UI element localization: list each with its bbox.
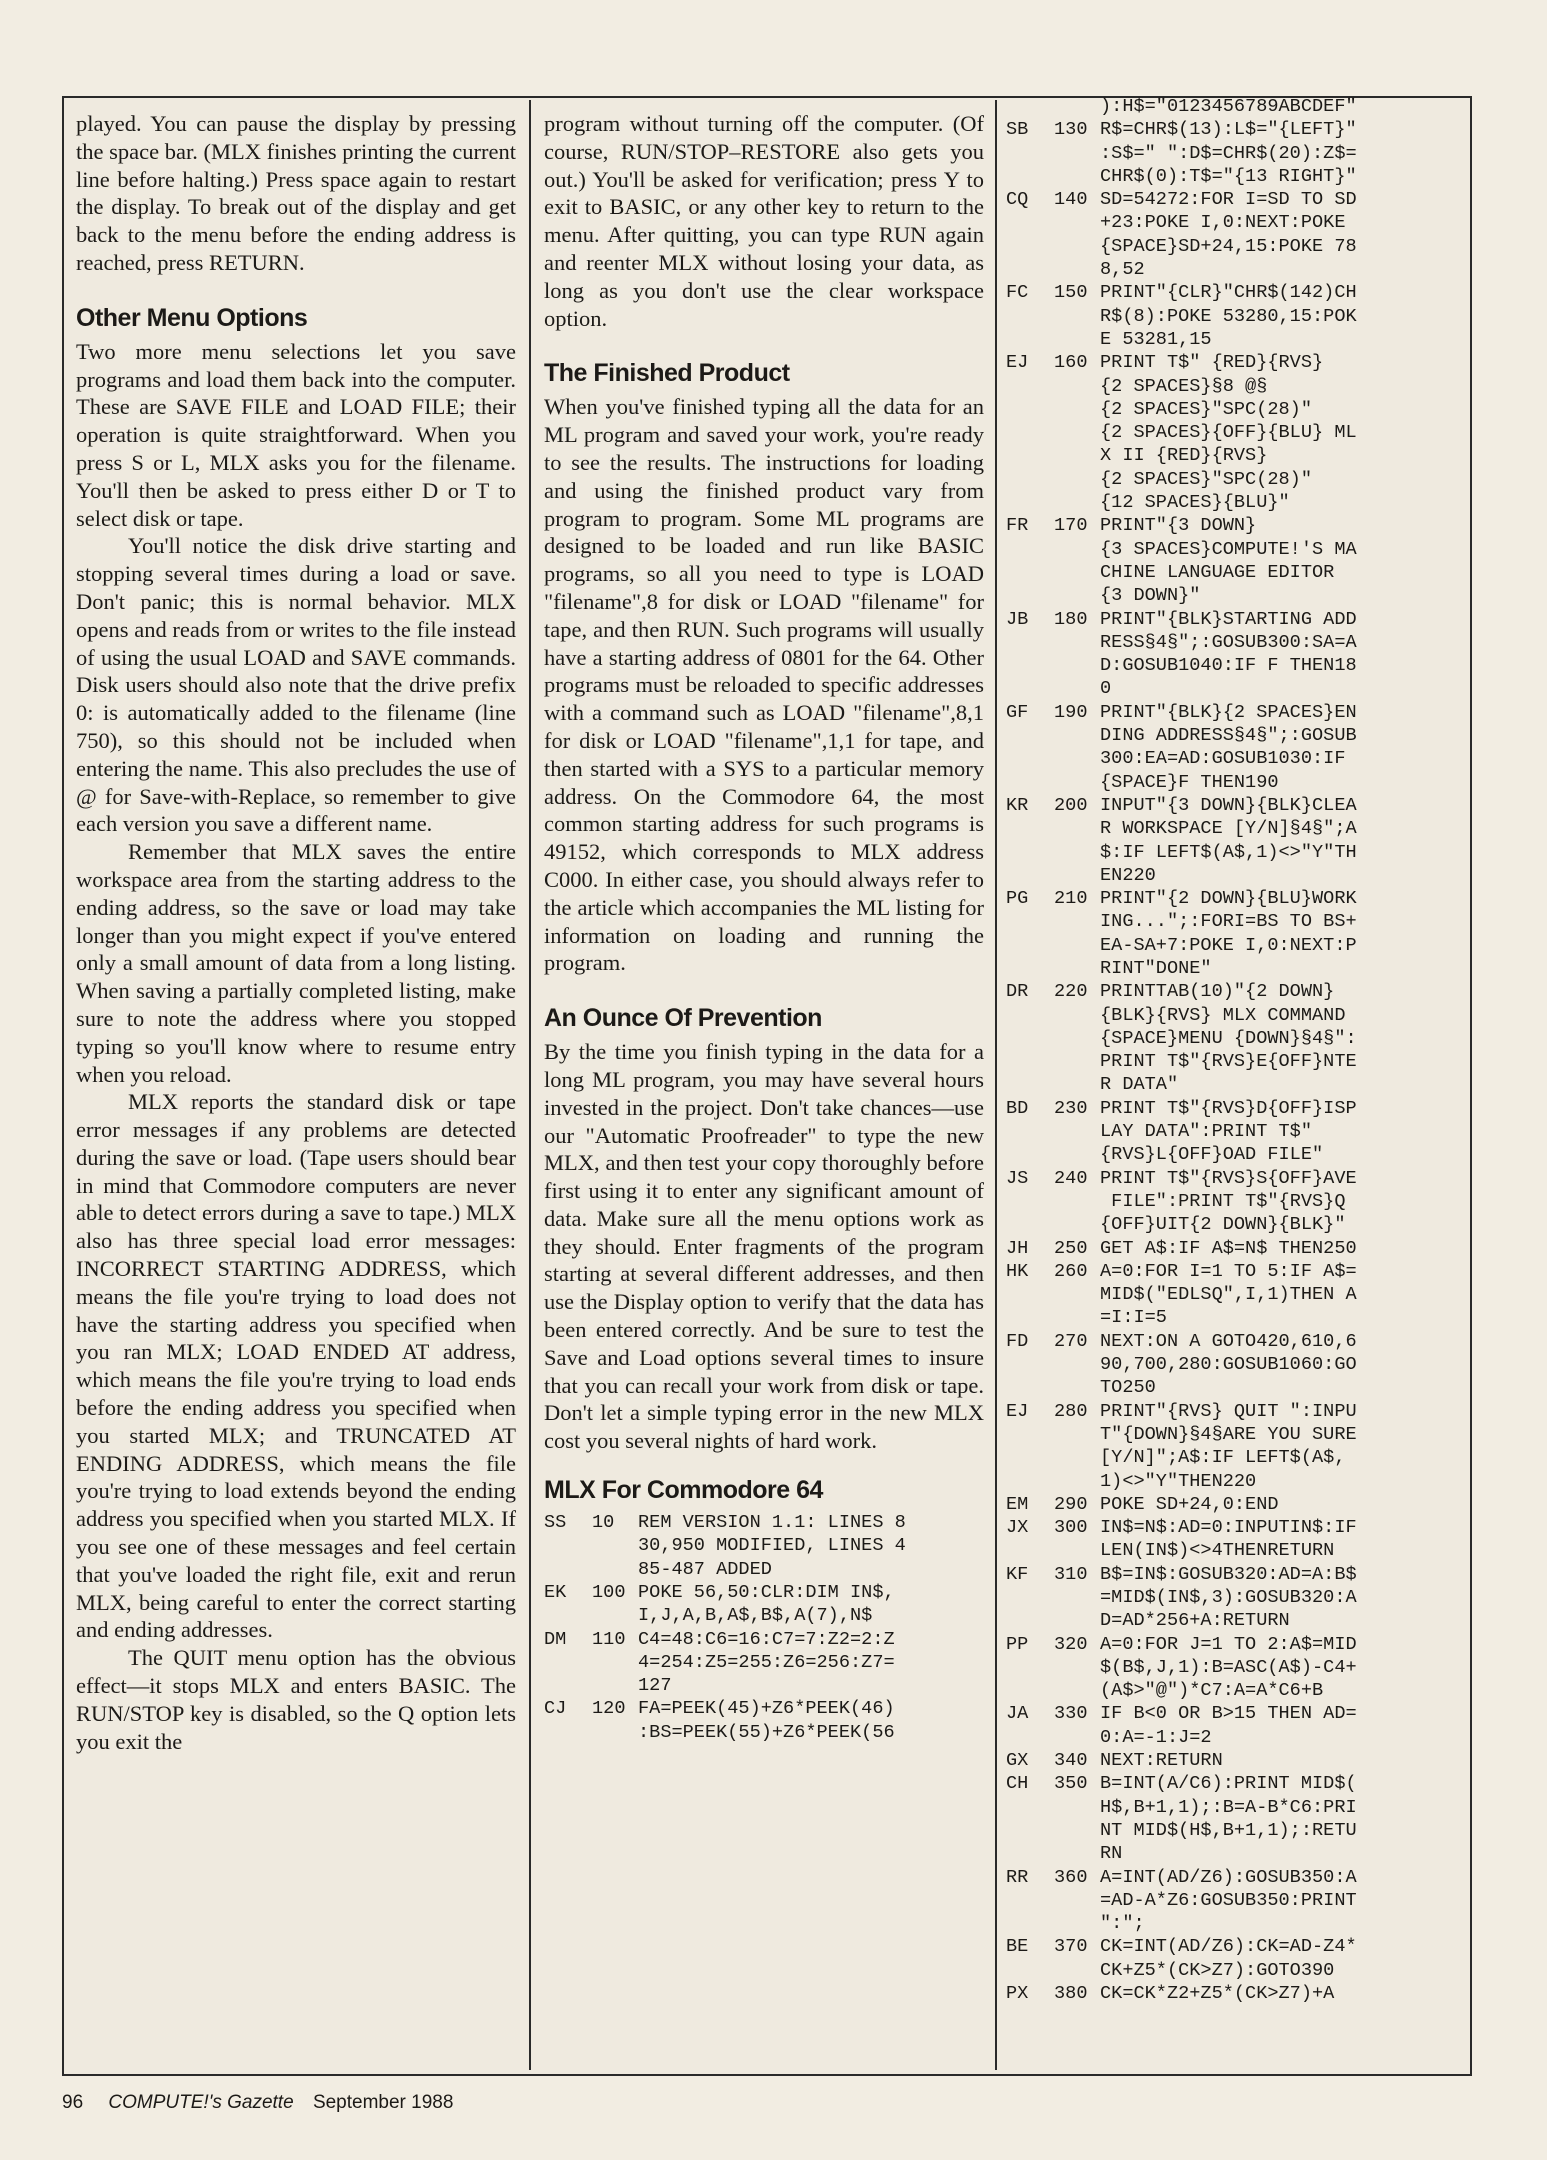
checksum: EK — [544, 1581, 567, 1603]
code-line — [1006, 1330, 1464, 1400]
line-number: 190 — [1054, 701, 1088, 723]
page-footer — [62, 2092, 453, 2114]
code-line — [1006, 701, 1464, 794]
code-line — [1006, 95, 1464, 118]
checksum: BD — [1006, 1097, 1029, 1119]
code-line — [1006, 1633, 1464, 1703]
code-line — [1006, 1982, 1464, 2005]
code-line — [544, 1511, 984, 1581]
code-text: IF B<0 OR B>15 THEN AD= 0:A=-1:J=2 — [1100, 1703, 1357, 1748]
checksum: FD — [1006, 1330, 1029, 1352]
line-number: 360 — [1054, 1866, 1088, 1888]
page-number: 96 — [62, 2092, 84, 2113]
checksum: GF — [1006, 701, 1029, 723]
line-number: 270 — [1054, 1330, 1088, 1352]
line-number: 350 — [1054, 1773, 1088, 1795]
code-text: PRINT T$"{RVS}D{OFF}ISP LAY DATA":PRINT T$" {RVS}L{OFF}OAD FILE" — [1100, 1097, 1357, 1166]
code-text: B$=IN$:GOSUB320:AD=A:B$ =MID$(IN$,3):GOSUB320:A D=AD*256+A:RETURN — [1100, 1563, 1357, 1632]
paragraph: program without turning off the computer. (Of course, RUN/STOP–RESTORE also gets you out.) You'll be asked for verification; press Y to exit to BASIC, or any other key to return to the menu. After quitting, you can type RUN again and reenter MLX without losing your data, as long as you don't use the clear workspace option. — [544, 111, 984, 331]
section-heading-other-menu-options: Other Menu Options — [76, 303, 308, 332]
code-line — [1006, 1563, 1464, 1633]
paragraph: MLX reports the standard disk or tape error messages if any problems are detected during the save or load. (Tape users should bear in mind that Commodore computers are never able to detect errors during a save to tape.) MLX also has three special load error messages: INCORRECT STARTING ADDRESS, which means the file you're trying to load does not have the starting address you specified when you ran MLX; LOAD ENDED AT address, which means the file you're trying to load ends before the ending address you specified when you started MLX; and TRUNCATED AT ENDING ADDRESS, which means the file you're trying to load extends beyond the ending address you specified when you started MLX. If you see one of these messages and feel certain that you've loaded the right file, exit and rerun MLX, being careful to enter the correct starting and ending addresses. — [76, 1089, 516, 1643]
code-text: NEXT:RETURN — [1100, 1750, 1223, 1772]
line-number: 380 — [1054, 1983, 1088, 2005]
line-number: 180 — [1054, 608, 1088, 630]
checksum: PX — [1006, 1983, 1029, 2005]
code-line — [1006, 1097, 1464, 1167]
checksum: KF — [1006, 1563, 1029, 1585]
code-line — [1006, 980, 1464, 1096]
line-number: 340 — [1054, 1750, 1088, 1772]
checksum: JB — [1006, 608, 1029, 630]
code-line — [1006, 281, 1464, 351]
code-text: R$=CHR$(13):L$="{LEFT}" :S$=" ":D$=CHR$(20):Z$= CHR$(0):T$="{13 RIGHT}" — [1100, 119, 1357, 187]
code-line — [1006, 1237, 1464, 1260]
code-line — [544, 1628, 984, 1698]
code-line — [1006, 1749, 1464, 1772]
paragraph: You'll notice the disk drive starting and stopping several times during a load or save. Don't panic; this is normal behavior. MLX opens and reads from or writes to the file instead of using the usual LOAD and SAVE commands. Disk users should also note that the drive prefix 0: is automatically added to the filename (line 750), so this should not be included when entering the name. This also precludes the use of @ for Save-with-Replace, so remember to give each version you save a different name. — [76, 533, 516, 837]
paragraph: By the time you finish typing in the data for a long ML program, you may have several hours invested in the project. Don't take chances—use our "Automatic Proofreader" to type the new MLX, and then test your copy thoroughly before first using it to enter any significant amount of data. Make sure all the menu options work as they should. Enter fragments of the program starting at several different addresses, and then use the Display option to verify that the data has been entered correctly. And be sure to test the Save and Load options several times to insure that you can recall your work from disk or tape. Don't let a simple typing error in the new MLX cost you several nights of hard work. — [544, 1039, 984, 1454]
checksum: GX — [1006, 1750, 1029, 1772]
code-text: FA=PEEK(45)+Z6*PEEK(46) :BS=PEEK(55)+Z6*PEEK(56 — [638, 1698, 895, 1743]
checksum: DR — [1006, 981, 1029, 1003]
code-line — [544, 1697, 984, 1744]
code-text: PRINTTAB(10)"{2 DOWN} {BLK}{RVS} MLX COMMAND {SPACE}MENU {DOWN}§4§": PRINT T$"{RVS}E{OFF}NTE R DATA" — [1100, 981, 1357, 1096]
code-line — [1006, 608, 1464, 701]
section-heading-ounce-of-prevention: An Ounce Of Prevention — [544, 1004, 822, 1033]
code-text: POKE 56,50:CLR:DIM IN$, I,J,A,B,A$,B$,A(7),N$ — [638, 1581, 895, 1627]
code-text: PRINT"{RVS} QUIT ":INPU T"{DOWN}§4§ARE YOU SURE [Y/N]";A$:IF LEFT$(A$, 1)<>"Y"THEN220 — [1100, 1400, 1357, 1492]
code-text: REM VERSION 1.1: LINES 8 30,950 MODIFIED, LINES 4 85-487 ADDED — [638, 1512, 906, 1580]
line-number: 230 — [1054, 1097, 1088, 1119]
checksum: SB — [1006, 119, 1029, 141]
program-listing — [1006, 118, 1464, 2005]
line-number: 330 — [1054, 1703, 1088, 1725]
code-text: A=INT(AD/Z6):GOSUB350:A =AD-A*Z6:GOSUB350:PRINT ":"; — [1100, 1866, 1357, 1935]
section-heading-finished-product: The Finished Product — [544, 359, 790, 388]
column-3 — [1006, 95, 1464, 2005]
publication-name: COMPUTE!'s Gazette — [108, 2092, 294, 2113]
code-text: PRINT"{BLK}{2 SPACES}EN DING ADDRESS§4§";:GOSUB 300:EA=AD:GOSUB1030:IF {SPACE}F THEN190 — [1100, 701, 1357, 793]
code-text: ):H$="0123456789ABCDEF" — [1100, 96, 1357, 117]
code-line — [1006, 1167, 1464, 1237]
line-number: 200 — [1054, 794, 1088, 816]
code-text: SD=54272:FOR I=SD TO SD +23:POKE I,0:NEXT:POKE {SPACE}SD+24,15:POKE 78 8,52 — [1100, 189, 1357, 281]
code-text: PRINT"{3 DOWN} {3 SPACES}COMPUTE!'S MA CHINE LANGUAGE EDITOR {3 DOWN}" — [1100, 515, 1357, 607]
code-line — [1006, 1400, 1464, 1493]
code-text: PRINT T$"{RVS}S{OFF}AVE FILE":PRINT T$"{RVS}Q {OFF}UIT{2 DOWN}{BLK}" — [1100, 1167, 1357, 1236]
line-number: 140 — [1054, 189, 1088, 211]
line-number: 210 — [1054, 888, 1088, 910]
line-number: 150 — [1054, 282, 1088, 304]
checksum: DM — [544, 1628, 567, 1650]
code-text: PRINT"{2 DOWN}{BLU}WORK ING...";:FORI=BS TO BS+ EA-SA+7:POKE I,0:NEXT:P RINT"DONE" — [1100, 888, 1357, 979]
code-text: POKE SD+24,0:END — [1100, 1493, 1279, 1515]
checksum: PG — [1006, 888, 1029, 910]
paragraph: Two more menu selections let you save programs and load them back into the computer. These are SAVE FILE and LOAD FILE; their operation is quite straightforward. When you press S or L, MLX asks you for the filename. You'll then be asked to press either D or T to select disk or tape. — [76, 338, 516, 531]
checksum: KR — [1006, 794, 1029, 816]
line-number: 300 — [1054, 1517, 1088, 1539]
checksum: JX — [1006, 1517, 1029, 1539]
code-line — [1006, 1866, 1464, 1936]
code-line — [1006, 1516, 1464, 1563]
checksum: RR — [1006, 1866, 1029, 1888]
listing-title: MLX For Commodore 64 — [544, 1476, 823, 1505]
paragraph: The QUIT menu option has the obvious effect—it stops MLX and enters BASIC. The RUN/STOP key is disabled, so the Q option lets you exit the — [76, 1645, 516, 1754]
line-number: 110 — [592, 1628, 626, 1650]
checksum: JA — [1006, 1703, 1029, 1725]
code-line — [1006, 188, 1464, 281]
code-text: CK=CK*Z2+Z5*(CK>Z7)+A — [1100, 1983, 1335, 2005]
issue-date: September 1988 — [312, 2092, 454, 2113]
code-line — [1006, 514, 1464, 607]
paragraph: When you've finished typing all the data for an ML program and saved your work, you're ready to see the results. The instructions for loading and using the finished product vary from program to program. Some ML programs are designed to be loaded and run like BASIC programs, so all you need to type is LOAD "filename",8 for disk or LOAD "filename" for tape, and then RUN. Such programs will usually have a starting address of 0801 for the 64. Other programs must be reloaded to specific addresses with a command such as LOAD "filename",8,1 for disk or LOAD "filename",1,1 for tape, and then started with a SYS to a particular memory address. On the Commodore 64, the most common starting address for such programs is 49152, which corresponds to MLX address C000. In either case, you should always refer to the article which accompanies the ML listing for information on loading and running the program. — [544, 394, 984, 976]
code-text: PRINT"{BLK}STARTING ADD RESS§4§";:GOSUB300:SA=A D:GOSUB1040:IF F THEN18 0 — [1100, 608, 1357, 700]
code-text: NEXT:ON A GOTO420,610,6 90,700,280:GOSUB1060:GO TO250 — [1100, 1330, 1357, 1399]
line-number: 100 — [592, 1581, 626, 1603]
column-rule — [995, 100, 997, 2070]
line-number: 220 — [1054, 981, 1088, 1003]
checksum: FR — [1006, 515, 1029, 537]
code-text: A=0:FOR I=1 TO 5:IF A$= MID$("EDLSQ",I,1)THEN A =I:I=5 — [1100, 1260, 1357, 1329]
line-number: 280 — [1054, 1400, 1088, 1422]
paragraph: played. You can pause the display by pressing the space bar. (MLX finishes printing the current line before halting.) Press space again to restart the display. To break out of the display and get back to the menu before the ending address is reached, press RETURN. — [76, 111, 516, 275]
code-line — [544, 1581, 984, 1628]
column-rule — [529, 100, 531, 2070]
code-text: INPUT"{3 DOWN}{BLK}CLEA R WORKSPACE [Y/N]§4§";A $:IF LEFT$(A$,1)<>"Y"TH EN220 — [1100, 794, 1357, 886]
line-number: 250 — [1054, 1237, 1088, 1259]
code-line — [1006, 1260, 1464, 1330]
checksum: FC — [1006, 282, 1029, 304]
code-text: PRINT T$" {RED}{RVS} {2 SPACES}§8 @§ {2 SPACES}"SPC(28)" {2 SPACES}{OFF}{BLU} ML X II {RED}{RVS} {2 SPACES}"SPC(28)" {12 SPACES}{BLU}" — [1100, 352, 1357, 514]
checksum: CJ — [544, 1698, 567, 1720]
code-line — [1006, 794, 1464, 887]
line-number: 320 — [1054, 1633, 1088, 1655]
code-line — [1006, 118, 1464, 188]
line-number: 160 — [1054, 352, 1088, 374]
code-text: CK=INT(AD/Z6):CK=AD-Z4* CK+Z5*(CK>Z7):GOTO390 — [1100, 1936, 1357, 1981]
line-number: 120 — [592, 1698, 626, 1720]
line-number: 10 — [592, 1512, 615, 1534]
program-listing — [544, 1511, 984, 1744]
line-number: 370 — [1054, 1936, 1088, 1958]
checksum: SS — [544, 1512, 567, 1534]
checksum: EM — [1006, 1493, 1029, 1515]
line-number: 290 — [1054, 1493, 1088, 1515]
column-1 — [76, 110, 516, 1755]
checksum: EJ — [1006, 1400, 1029, 1422]
code-text: IN$=N$:AD=0:INPUTIN$:IF LEN(IN$)<>4THENRETURN — [1100, 1517, 1357, 1562]
code-text: A=0:FOR J=1 TO 2:A$=MID $(B$,J,1):B=ASC(A$)-C4+ (A$>"@")*C7:A=A*C6+B — [1100, 1633, 1357, 1702]
line-number: 240 — [1054, 1167, 1088, 1189]
checksum: CH — [1006, 1773, 1029, 1795]
code-text: PRINT"{CLR}"CHR$(142)CH R$(8):POKE 53280,15:POK E 53281,15 — [1100, 282, 1357, 350]
code-text: B=INT(A/C6):PRINT MID$( H$,B+1,1);:B=A-B*C6:PRI NT MID$(H$,B+1,1);:RETU RN — [1100, 1773, 1357, 1865]
checksum: EJ — [1006, 352, 1029, 374]
checksum: PP — [1006, 1633, 1029, 1655]
line-number: 130 — [1054, 119, 1088, 141]
line-number: 310 — [1054, 1563, 1088, 1585]
code-line — [1006, 1935, 1464, 1982]
line-number: 260 — [1054, 1260, 1088, 1282]
column-2 — [544, 110, 984, 1744]
code-line — [1006, 887, 1464, 980]
checksum: JS — [1006, 1167, 1029, 1189]
checksum: BE — [1006, 1936, 1029, 1958]
line-number: 170 — [1054, 515, 1088, 537]
checksum: JH — [1006, 1237, 1029, 1259]
checksum: CQ — [1006, 189, 1029, 211]
code-text: C4=48:C6=16:C7=7:Z2=2:Z 4=254:Z5=255:Z6=256:Z7= 127 — [638, 1628, 895, 1697]
code-line — [1006, 1493, 1464, 1516]
code-line — [1006, 1702, 1464, 1749]
checksum: HK — [1006, 1260, 1029, 1282]
code-line — [1006, 1772, 1464, 1865]
paragraph: Remember that MLX saves the entire workspace area from the starting address to the ending address, so the save or load may take longer than you might expect if you've entered only a small amount of data from a long listing. When saving a partially completed listing, make sure to note the address where you stopped typing so you'll know where to resume entry when you reload. — [76, 839, 516, 1087]
code-text: GET A$:IF A$=N$ THEN250 — [1100, 1237, 1357, 1259]
code-line — [1006, 351, 1464, 514]
